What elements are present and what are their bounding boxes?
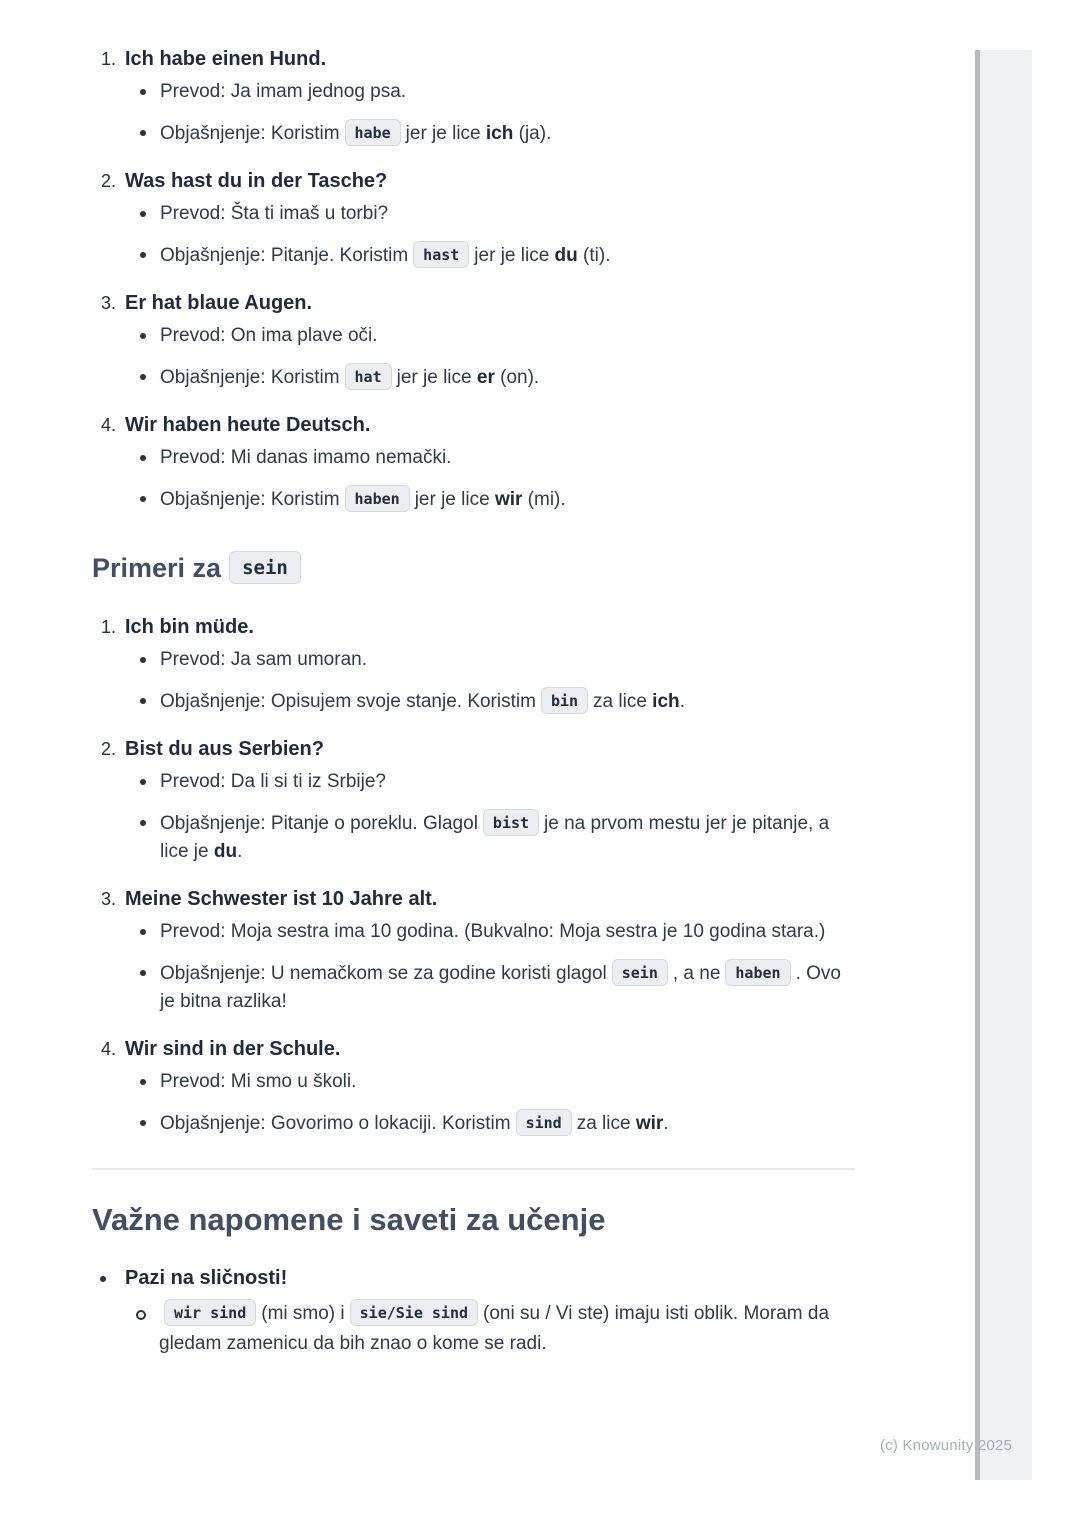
code-chip: sein: [229, 551, 301, 584]
text-segment: jer je lice: [474, 245, 555, 266]
text-segment: Prevod: Ja sam umoran.: [160, 649, 367, 670]
bullet-line: [137, 646, 855, 674]
bullet-line: [137, 119, 855, 148]
text-segment: jer je lice: [396, 367, 477, 388]
text-segment: Objašnjenje: Koristim: [160, 123, 340, 144]
text-segment: (mi smo) i: [261, 1303, 345, 1324]
item-number: 4.: [100, 415, 116, 435]
text-segment: jer je lice: [405, 123, 486, 144]
text-segment: . Ovo je bitna razlika!: [160, 963, 841, 1012]
bullet-line: [137, 363, 855, 392]
bullet-line: [137, 322, 855, 350]
bold-word: ich: [485, 123, 514, 144]
code-chip: hat: [345, 363, 392, 390]
item-body: [125, 44, 855, 148]
scrollbar-track[interactable]: [975, 50, 1032, 1480]
sein-examples-section: [92, 612, 855, 1138]
item-title-german: Wir haben heute Deutsch.: [125, 414, 371, 436]
bullet-line: [137, 918, 855, 946]
code-chip: sein: [612, 959, 668, 986]
item-number: 3.: [100, 889, 116, 909]
document-page: [92, 44, 855, 1359]
item-title-german: Er hat blaue Augen.: [125, 292, 313, 314]
example-item: [92, 288, 855, 392]
text-segment: Prevod: Šta ti imaš u torbi?: [160, 203, 389, 224]
text-segment: (on).: [494, 367, 540, 388]
bullet-line: [137, 78, 855, 106]
text-segment: za lice: [593, 691, 653, 712]
code-chip: sie/Sie sind: [350, 1299, 478, 1326]
text-segment: je na prvom mestu jer je pitanje, a lice je: [160, 813, 830, 862]
text-segment: Objašnjenje: Govorimo o lokaciji. Koristim: [160, 1113, 511, 1134]
text-segment: Prevod: On ima plave oči.: [160, 325, 378, 346]
bullet-line: [137, 241, 855, 270]
code-chip: haben: [725, 959, 790, 986]
text-segment: Prevod: Moja sestra ima 10 godina. (Bukvalno: Moja sestra je 10 godina stara.): [160, 921, 826, 942]
example-item: [92, 612, 855, 716]
bullet-line: [137, 1068, 855, 1096]
bold-word: du: [213, 841, 238, 862]
sein-section-heading: [92, 548, 855, 588]
example-item: [92, 44, 855, 148]
note-item: [92, 1264, 855, 1359]
bullet-line: [137, 809, 855, 866]
item-body: [125, 166, 855, 270]
notes-list: [92, 1264, 855, 1359]
item-bullets: [125, 200, 855, 270]
haben-examples-section: [92, 44, 855, 514]
bullet-line: [137, 687, 855, 716]
item-title-german: Bist du aus Serbien?: [125, 738, 324, 760]
item-body: [125, 734, 855, 866]
text-segment: Prevod: Mi danas imamo nemački.: [160, 447, 452, 468]
text-segment: Objašnjenje: U nemačkom se za godine koristi glagol: [160, 963, 607, 984]
text-segment: jer je lice: [414, 489, 495, 510]
item-number: 1.: [100, 617, 116, 637]
text-segment: , a ne: [672, 963, 721, 984]
note-title: Pazi na sličnosti!: [125, 1267, 288, 1289]
text-segment: Objašnjenje: Koristim: [160, 489, 340, 510]
bullet-line: [137, 200, 855, 228]
sein-examples-list: [92, 612, 855, 1138]
text-segment: (ja).: [513, 123, 552, 144]
item-number: 2.: [100, 171, 116, 191]
section-divider: [92, 1168, 855, 1170]
text-segment: .: [237, 841, 243, 862]
item-bullets: [125, 646, 855, 716]
bullet-line: [137, 1109, 855, 1138]
example-item: [92, 410, 855, 514]
scrollbar-thumb[interactable]: [975, 50, 980, 1480]
item-bullets: [125, 322, 855, 392]
text-segment: (mi).: [522, 489, 566, 510]
item-number: 4.: [100, 1039, 116, 1059]
code-chip: wir sind: [164, 1299, 256, 1326]
text-segment: Prevod: Mi smo u školi.: [160, 1071, 357, 1092]
notes-section-heading: Važne napomene i saveti za učenje: [92, 1202, 606, 1237]
example-item: [92, 884, 855, 1016]
text-segment: za lice: [576, 1113, 636, 1134]
code-chip: sind: [516, 1109, 572, 1136]
bold-word: wir: [635, 1113, 664, 1134]
bold-word: ich: [652, 691, 680, 712]
item-bullets: [125, 918, 855, 1016]
item-body: [125, 612, 855, 716]
code-chip: bin: [541, 687, 588, 714]
text-segment: Objašnjenje: Pitanje. Koristim: [160, 245, 409, 266]
item-title-german: Ich habe einen Hund.: [125, 48, 327, 70]
bold-word: du: [554, 245, 578, 266]
item-bullets: [125, 444, 855, 514]
example-item: [92, 1034, 855, 1138]
text-segment: Objašnjenje: Koristim: [160, 367, 340, 388]
item-number: 3.: [100, 293, 116, 313]
bullet-line: [137, 485, 855, 514]
text-segment: .: [679, 691, 685, 712]
bold-word: wir: [494, 489, 523, 510]
code-chip: haben: [345, 485, 410, 512]
text-segment: Prevod: Da li si ti iz Srbije?: [160, 771, 386, 792]
code-chip: bist: [483, 809, 539, 836]
example-item: [92, 734, 855, 866]
bullet-line: [137, 959, 855, 1016]
example-item: [92, 166, 855, 270]
item-body: [125, 1034, 855, 1138]
bullet-line: [137, 768, 855, 796]
item-title-german: Wir sind in der Schule.: [125, 1038, 341, 1060]
watermark: (c) Knowunity 2025: [879, 1437, 1012, 1454]
note-sub-bullet-line: [135, 1299, 855, 1359]
code-chip: hast: [413, 241, 469, 268]
text-segment: .: [663, 1113, 669, 1134]
heading-text: Primeri za: [92, 553, 222, 583]
text-segment: (ti).: [577, 245, 611, 266]
item-title-german: Meine Schwester ist 10 Jahre alt.: [125, 888, 438, 910]
item-body: [125, 288, 855, 392]
note-sub-bullets: [125, 1299, 855, 1359]
text-segment: Objašnjenje: Opisujem svoje stanje. Koristim: [160, 691, 536, 712]
bold-word: er: [476, 367, 495, 388]
text-segment: Prevod: Ja imam jednog psa.: [160, 81, 407, 102]
item-body: [125, 884, 855, 1016]
item-title-german: Was hast du in der Tasche?: [125, 170, 388, 192]
item-bullets: [125, 1068, 855, 1138]
item-number: 1.: [100, 49, 116, 69]
text-segment: Objašnjenje: Pitanje o poreklu. Glagol: [160, 813, 478, 834]
item-title-german: Ich bin müde.: [125, 616, 254, 638]
bullet-line: [137, 444, 855, 472]
item-number: 2.: [100, 739, 116, 759]
item-bullets: [125, 78, 855, 148]
item-bullets: [125, 768, 855, 866]
code-chip: habe: [345, 119, 401, 146]
item-body: [125, 410, 855, 514]
text-segment: (oni su / Vi ste) imaju isti oblik. Moram da gledam zamenicu da bih znao o kome se radi.: [159, 1303, 830, 1354]
haben-examples-list: [92, 44, 855, 514]
